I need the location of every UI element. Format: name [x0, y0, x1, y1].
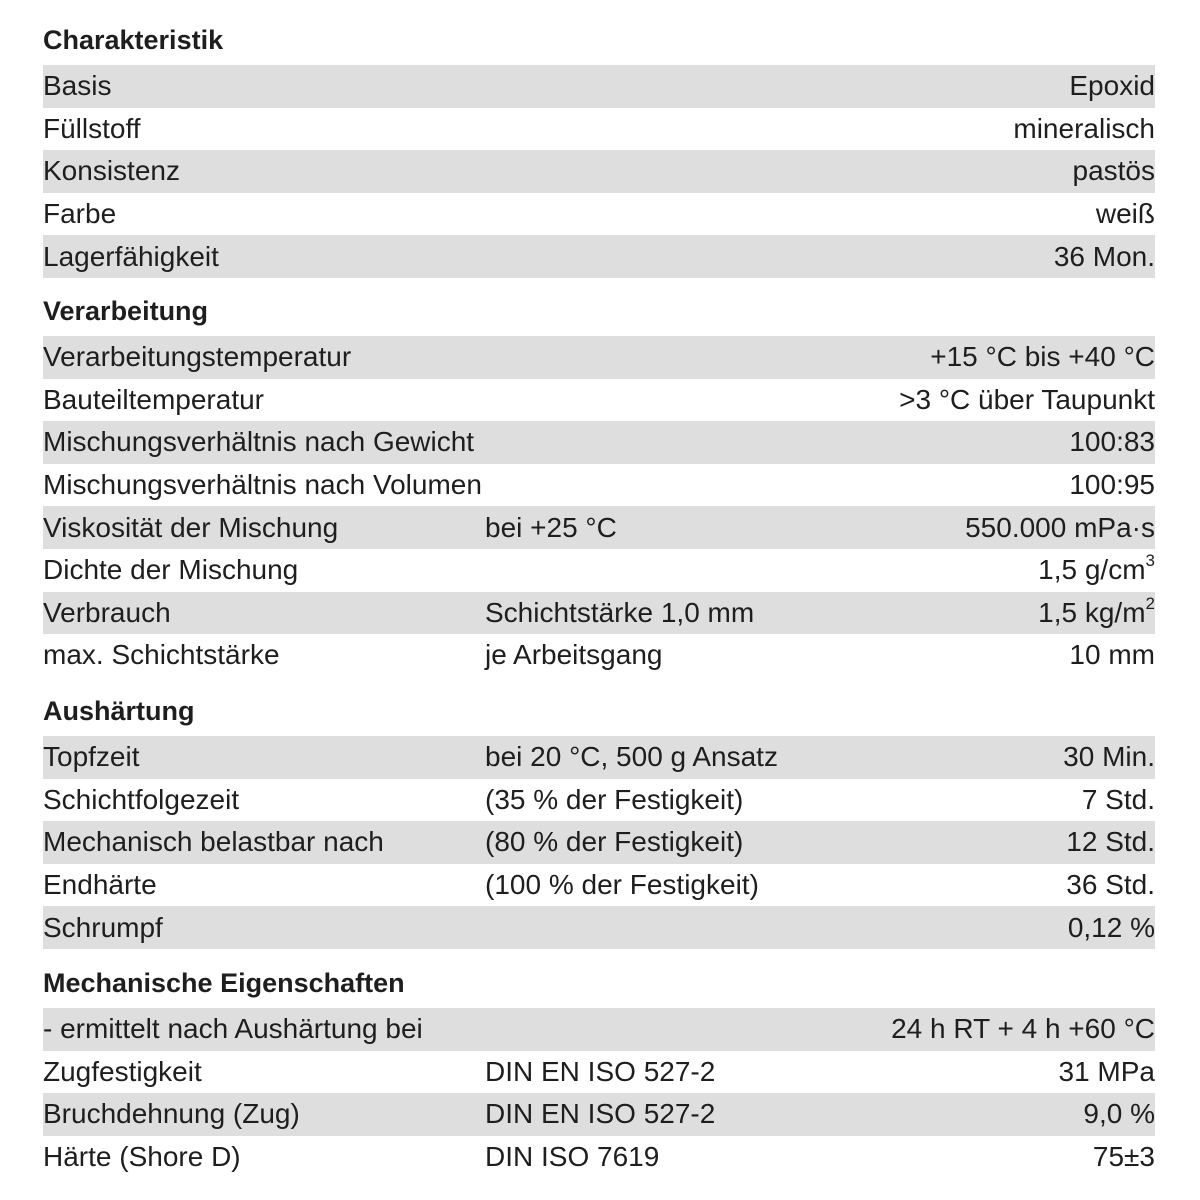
property-value [1038, 593, 1155, 629]
table-curing [43, 736, 1155, 949]
property-label: Konsistenz [43, 155, 180, 187]
table-row [43, 906, 1155, 949]
property-value: >3 °C über Taupunkt [899, 383, 1155, 415]
property-label: Endhärte [43, 869, 157, 901]
table-row [43, 864, 1155, 907]
table-row [43, 592, 1155, 635]
table-row [43, 736, 1155, 779]
property-value: 36 Mon. [1053, 240, 1155, 272]
property-value: 31 MPa [1058, 1055, 1155, 1087]
table-row [43, 1008, 1155, 1051]
property-value: 75±3 [1092, 1141, 1155, 1173]
property-label: Viskosität der Mischung [43, 511, 339, 543]
table-row [43, 235, 1155, 278]
property-label: Bauteiltemperatur [43, 383, 265, 415]
table-row [43, 634, 1155, 677]
property-value: Epoxid [1069, 70, 1155, 102]
property-value: 36 Std. [1066, 869, 1155, 901]
property-label: Dichte der Mischung [43, 554, 299, 586]
section-title: Charakteristik [43, 25, 224, 55]
table-row [43, 1051, 1155, 1094]
property-value: 12 Std. [1066, 826, 1155, 858]
test-condition: bei +25 °C [485, 511, 617, 543]
property-value: 100:95 [1069, 469, 1155, 501]
test-condition: (35 % der Festigkeit) [485, 783, 744, 815]
property-label: Füllstoff [43, 112, 141, 144]
test-condition: Schichtstärke 1,0 mm [485, 596, 755, 628]
section-mechanical [43, 963, 1155, 1178]
property-value: 0,12 % [1067, 911, 1155, 943]
property-value: 100:83 [1069, 426, 1155, 458]
value-text: 1,5 kg/m [1038, 596, 1146, 628]
table-row [43, 779, 1155, 822]
test-condition: bei 20 °C, 500 g Ansatz [485, 741, 778, 773]
property-label: Schrumpf [43, 911, 163, 943]
value-text: 1,5 g/cm [1038, 554, 1146, 586]
property-label: Verarbeitungstemperatur [43, 341, 352, 373]
table-row [43, 421, 1155, 464]
table-mechanical [43, 1008, 1155, 1178]
property-label: Mischungsverhältnis nach Volumen [43, 469, 482, 501]
property-label: Zugfestigkeit [43, 1055, 202, 1087]
test-condition: DIN EN ISO 527-2 [485, 1098, 716, 1130]
property-value: +15 °C bis +40 °C [930, 341, 1155, 373]
unit-superscript: 2 [1145, 593, 1155, 613]
property-label: Mischungsverhältnis nach Gewicht [43, 426, 475, 458]
property-value: 24 h RT + 4 h +60 °C [891, 1013, 1155, 1045]
test-condition: je Arbeitsgang [485, 639, 663, 671]
section-characteristics [43, 20, 1155, 278]
unit-superscript: 3 [1145, 551, 1155, 571]
property-value: mineralisch [1013, 112, 1155, 144]
table-row [43, 65, 1155, 108]
table-row [43, 549, 1155, 592]
section-processing [43, 291, 1155, 677]
property-value: 550.000 mPa·s [965, 511, 1155, 543]
table-row [43, 108, 1155, 151]
property-value: 10 mm [1069, 639, 1155, 671]
property-label: - ermittelt nach Aushärtung bei [43, 1013, 423, 1045]
test-condition: (100 % der Festigkeit) [485, 869, 759, 901]
table-characteristics [43, 65, 1155, 278]
property-label: Farbe [43, 198, 117, 230]
test-condition: DIN EN ISO 527-2 [485, 1055, 716, 1087]
property-label: Lagerfähigkeit [43, 240, 219, 272]
property-value: weiß [1095, 198, 1155, 230]
section-title: Mechanische Eigenschaften [43, 968, 405, 998]
table-row [43, 1136, 1155, 1179]
test-condition: (80 % der Festigkeit) [485, 826, 744, 858]
property-label: Härte (Shore D) [43, 1141, 241, 1173]
property-value: 7 Std. [1081, 783, 1155, 815]
table-row [43, 336, 1155, 379]
property-value: 9,0 % [1083, 1098, 1155, 1130]
table-row [43, 150, 1155, 193]
test-condition: DIN ISO 7619 [485, 1141, 660, 1173]
table-row [43, 506, 1155, 549]
property-label: Mechanisch belastbar nach [43, 826, 384, 858]
table-row [43, 1093, 1155, 1136]
section-title: Verarbeitung [43, 296, 209, 326]
table-row [43, 821, 1155, 864]
property-label: Basis [43, 70, 112, 102]
property-label: Topfzeit [43, 741, 140, 773]
property-label: Bruchdehnung (Zug) [43, 1098, 300, 1130]
property-value [1038, 551, 1155, 586]
table-row [43, 464, 1155, 507]
section-title: Aushärtung [43, 696, 195, 726]
property-label: max. Schichtstärke [43, 639, 280, 671]
property-label: Verbrauch [43, 596, 171, 628]
property-label: Schichtfolgezeit [43, 783, 240, 815]
section-curing [43, 691, 1155, 949]
table-processing [43, 336, 1155, 677]
table-row [43, 193, 1155, 236]
property-value: 30 Min. [1063, 741, 1155, 773]
property-value: pastös [1072, 155, 1155, 187]
table-row [43, 379, 1155, 422]
